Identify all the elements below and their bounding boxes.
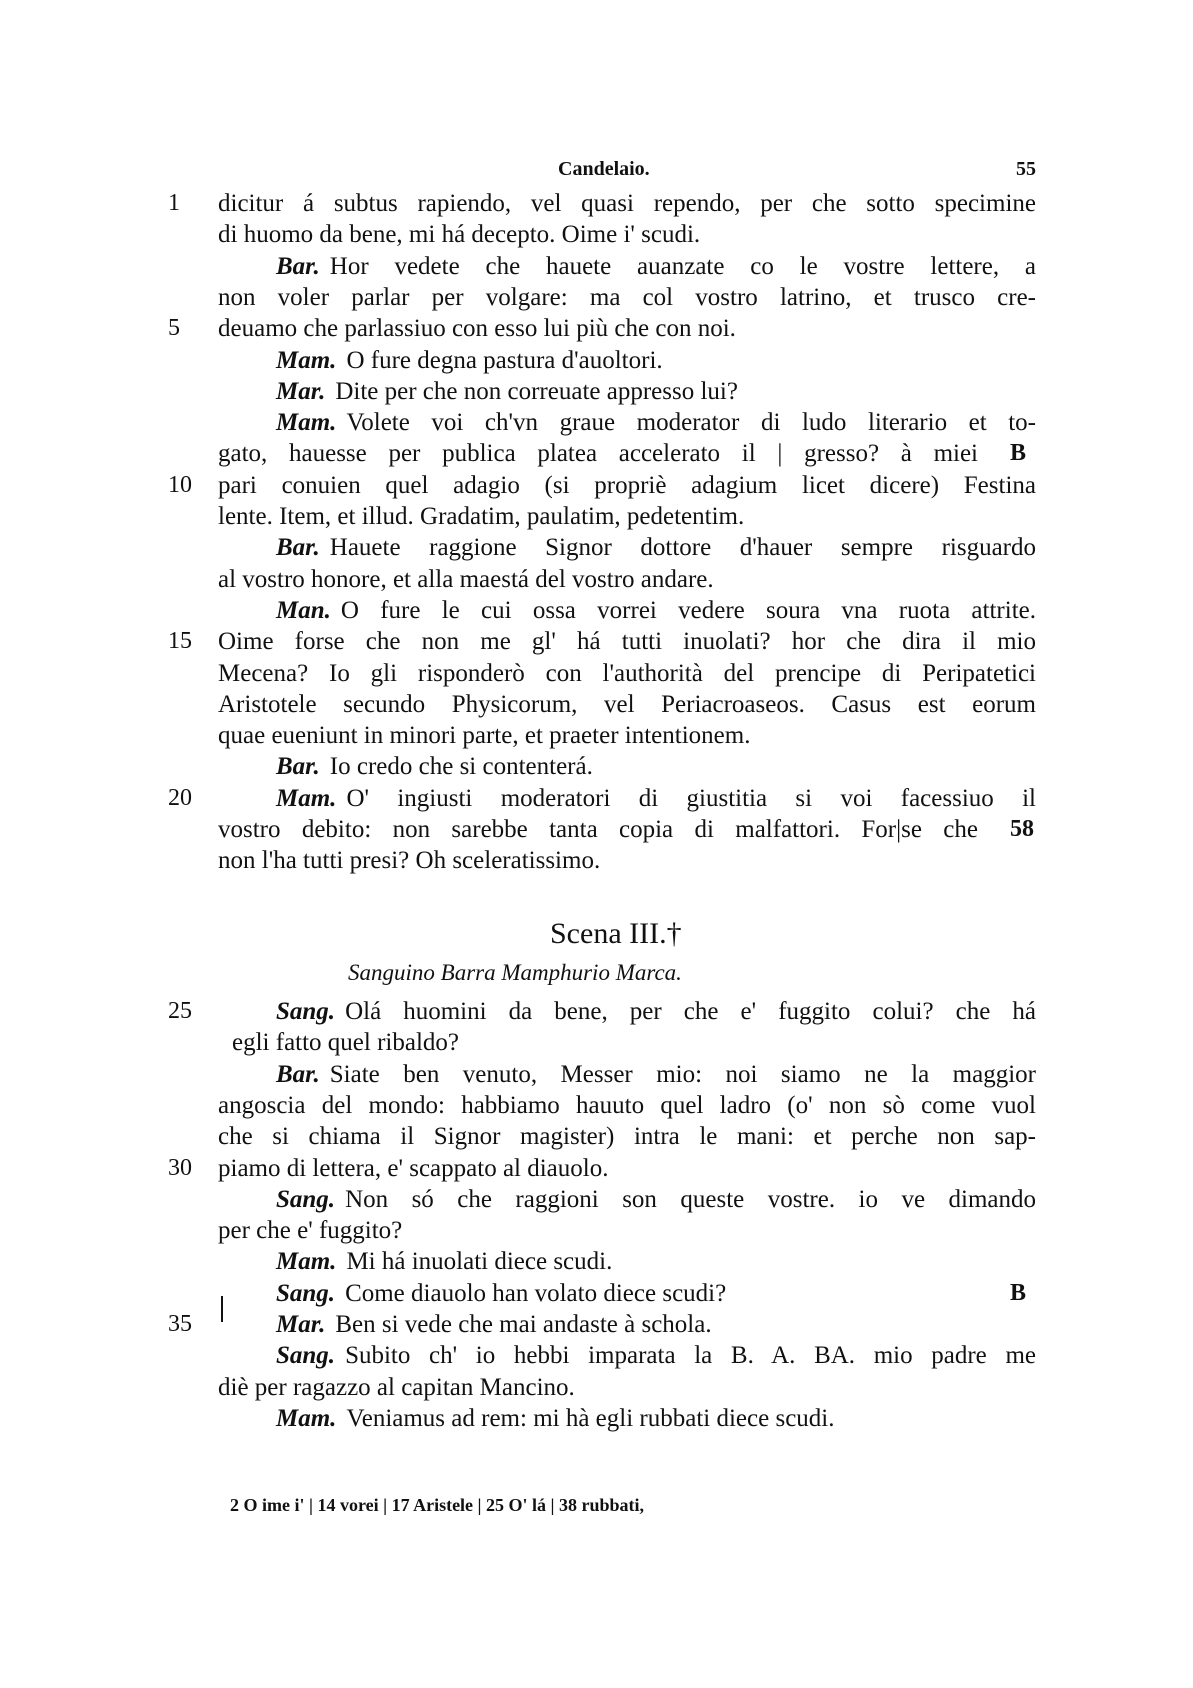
line-text: non voler parlar per volgare: ma col vostro latrino, et trusco cre- <box>218 283 1036 311</box>
line-number: 20 <box>168 784 192 811</box>
line-text: Volete voi ch'vn graue moderator di ludo literario et to- <box>346 409 1036 437</box>
text-line <box>218 501 1036 532</box>
text-line <box>218 219 1036 250</box>
line-text: angoscia del mondo: habbiamo hauuto quel ladro (o' non sò come vuol <box>218 1091 1036 1119</box>
line-text: piamo di lettera, e' scappato al diauolo. <box>218 1154 609 1182</box>
scene-cast: Sanguino Barra Mamphurio Marca. <box>348 960 682 985</box>
speaker-label: Sang. <box>276 1185 336 1213</box>
line-text: di huomo da bene, mi há decepto. Oime i' scudi. <box>218 221 701 249</box>
line-number: 30 <box>168 1154 192 1181</box>
text-line <box>218 1246 1036 1277</box>
line-number: 35 <box>168 1311 192 1337</box>
line-text: deuamo che parlassiuo con esso lui più che con noi. <box>218 315 736 343</box>
text-line <box>218 345 1036 376</box>
line-number: 25 <box>168 998 192 1024</box>
scene-title: Scena III.† <box>550 917 682 950</box>
speaker-label: Man. <box>276 596 331 624</box>
line-text: dicitur á subtus rapiendo, vel quasi rependo, per che sotto specimine <box>218 190 1036 217</box>
speaker-label: Sang. <box>276 998 336 1025</box>
running-header <box>218 152 1036 186</box>
speaker-label: Sang. <box>276 1342 336 1370</box>
text-line <box>218 1215 1036 1246</box>
line-text: Hauete raggione Signor dottore d'hauer sempre risguardo <box>329 534 1036 562</box>
text-line <box>218 1340 1036 1371</box>
line-text: Come diauolo han volato diece scudi? <box>345 1279 727 1307</box>
text-line <box>218 313 1036 344</box>
text-line <box>218 1372 1036 1403</box>
speaker-label: Mar. <box>276 377 326 405</box>
text-line <box>218 783 1036 814</box>
line-text: Non só che raggioni son queste vostre. io ve dimando <box>345 1185 1036 1213</box>
text-line <box>218 720 1036 751</box>
text-line <box>218 376 1036 407</box>
text-line <box>218 1403 1036 1434</box>
speaker-label: Bar. <box>276 534 320 562</box>
line-text: non l'ha tutti presi? Oh sceleratissimo. <box>218 847 601 875</box>
running-title: Candelaio. <box>558 158 650 180</box>
text-line <box>218 1090 1036 1121</box>
line-number: 10 <box>168 471 192 498</box>
speaker-label: Bar. <box>276 1060 320 1088</box>
text-line <box>218 1153 1036 1184</box>
line-number: 15 <box>168 628 192 655</box>
line-text: Mi há inuolati diece scudi. <box>346 1248 613 1276</box>
text-line <box>218 532 1036 563</box>
line-text: Olá huomini da bene, per che e' fuggito colui? che há <box>345 998 1036 1025</box>
margin-bar-mark <box>221 1296 223 1322</box>
margin-marker: 58 <box>1010 816 1034 842</box>
speaker-label: Mam. <box>276 784 337 812</box>
text-line <box>218 1278 978 1309</box>
speaker-label: Mam. <box>276 346 337 374</box>
speaker-label: Bar. <box>276 753 320 781</box>
text-line <box>218 814 978 845</box>
line-text: pari conuien quel adagio (si propriè adagium licet dicere) Festina <box>218 471 1036 499</box>
line-text: egli fatto quel ribaldo? <box>232 1029 460 1057</box>
text-line <box>218 282 1036 313</box>
line-text: vostro debito: non sarebbe tanta copia di malfattori. For|se che <box>218 816 978 843</box>
text-line <box>218 1184 1036 1215</box>
line-text: Hor vedete che hauete auanzate co le vostre lettere, a <box>329 252 1036 280</box>
text-line <box>218 438 978 469</box>
speaker-label: Sang. <box>276 1279 336 1307</box>
line-text: Ben si vede che mai andaste à schola. <box>335 1311 712 1338</box>
speaker-label: Mam. <box>276 409 337 437</box>
footnote-apparatus: 2 O ime i' | 14 vorei | 17 Aristele | 25 O' lá | 38 rubbati, <box>230 1495 644 1515</box>
text-line <box>218 751 1036 782</box>
speaker-label: Mar. <box>276 1311 326 1338</box>
line-text: lente. Item, et illud. Gradatim, paulatim, pedetentim. <box>218 503 745 530</box>
text-line <box>218 595 1036 626</box>
text-line <box>218 1027 1036 1058</box>
speaker-label: Bar. <box>276 252 320 280</box>
text-line <box>218 470 1036 501</box>
text-line <box>218 1059 1036 1090</box>
text-line <box>218 658 1036 689</box>
line-text: Io credo che si contenterá. <box>329 753 593 781</box>
text-line <box>218 407 1036 438</box>
line-text: O fure degna pastura d'auoltori. <box>346 346 663 374</box>
line-text: quae eueniunt in minori parte, et praeter intentionem. <box>218 722 751 750</box>
line-number: 5 <box>168 315 180 342</box>
text-line <box>218 689 1036 720</box>
speaker-label: Mam. <box>276 1248 337 1276</box>
text-line <box>218 996 1036 1027</box>
line-text: che si chiama il Signor magister) intra le mani: et perche non sap- <box>218 1123 1036 1151</box>
text-line <box>218 1309 1036 1340</box>
text-line <box>218 188 1036 219</box>
line-text: O' ingiusti moderatori di giustitia si voi facessiuo il <box>346 784 1036 812</box>
text-line <box>218 1121 1036 1152</box>
line-text: Veniamus ad rem: mi hà egli rubbati diece scudi. <box>346 1404 835 1432</box>
line-text: per che e' fuggito? <box>218 1217 403 1245</box>
line-text: Aristotele secundo Physicorum, vel Periacroaseos. Casus est eorum <box>218 690 1036 718</box>
line-text: Subito ch' io hebbi imparata la B. A. BA. mio padre me <box>345 1342 1036 1370</box>
line-text: Oime forse che non me gl' há tutti inuolati? hor che dira il mio <box>218 628 1036 656</box>
margin-marker: B <box>1010 440 1027 467</box>
page-number: 55 <box>1016 158 1036 180</box>
line-text: Mecena? Io gli risponderò con l'authorità del prencipe di Peripatetici <box>218 659 1036 687</box>
line-number: 1 <box>168 190 180 216</box>
line-text: Siate ben venuto, Messer mio: noi siamo ne la maggior <box>329 1060 1036 1088</box>
line-text: Dite per che non correuate appresso lui? <box>335 377 738 405</box>
text-line <box>218 845 1036 876</box>
line-text: al vostro honore, et alla maestá del vostro andare. <box>218 565 714 593</box>
text-line <box>218 251 1036 282</box>
margin-marker: B <box>1010 1279 1027 1306</box>
text-line <box>218 564 1036 595</box>
line-text: O fure le cui ossa vorrei vedere soura vna ruota attrite. <box>340 596 1036 624</box>
line-text: gato, hauesse per publica platea accelerato il | gresso? à miei <box>218 440 978 468</box>
speaker-label: Mam. <box>276 1404 337 1432</box>
text-line <box>218 626 1036 657</box>
line-text: diè per ragazzo al capitan Mancino. <box>218 1373 575 1401</box>
